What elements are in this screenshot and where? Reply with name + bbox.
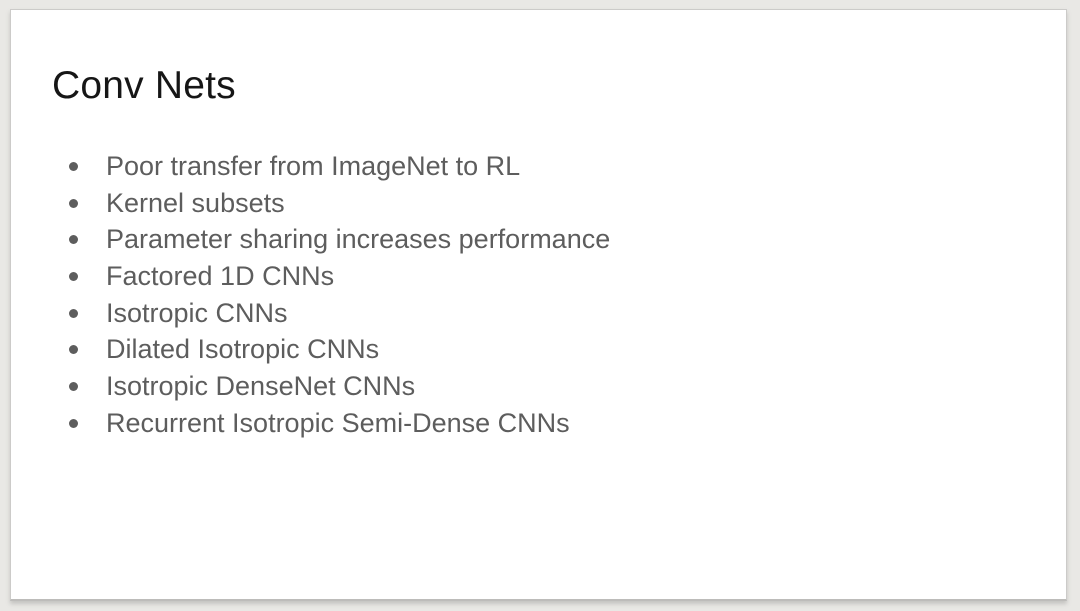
list-item — [11, 405, 1046, 442]
bullet-icon — [69, 235, 78, 244]
bullet-icon — [69, 162, 78, 171]
list-item — [11, 331, 1046, 368]
bullet-icon — [69, 272, 78, 281]
bullet-text: Isotropic CNNs — [106, 297, 288, 328]
slide-title: Conv Nets — [52, 64, 236, 107]
bullet-text: Factored 1D CNNs — [106, 261, 335, 292]
bullet-icon — [69, 345, 78, 354]
bullet-icon — [69, 382, 78, 391]
list-item — [11, 221, 1046, 258]
list-item — [11, 185, 1046, 222]
list-item — [11, 295, 1046, 332]
bullet-text: Parameter sharing increases performance — [106, 224, 611, 255]
list-item — [11, 368, 1046, 405]
bullet-text: Recurrent Isotropic Semi-Dense CNNs — [106, 407, 570, 438]
bullet-text: Kernel subsets — [106, 187, 285, 218]
slide-canvas — [10, 9, 1067, 601]
bullet-text: Dilated Isotropic CNNs — [106, 334, 380, 365]
list-item — [11, 258, 1046, 295]
bullet-icon — [69, 199, 78, 208]
bullet-icon — [69, 419, 78, 428]
bullet-icon — [69, 309, 78, 318]
bullet-text: Isotropic DenseNet CNNs — [106, 371, 416, 402]
bullet-list — [11, 148, 1046, 442]
list-item — [11, 148, 1046, 185]
bullet-text: Poor transfer from ImageNet to RL — [106, 151, 521, 181]
